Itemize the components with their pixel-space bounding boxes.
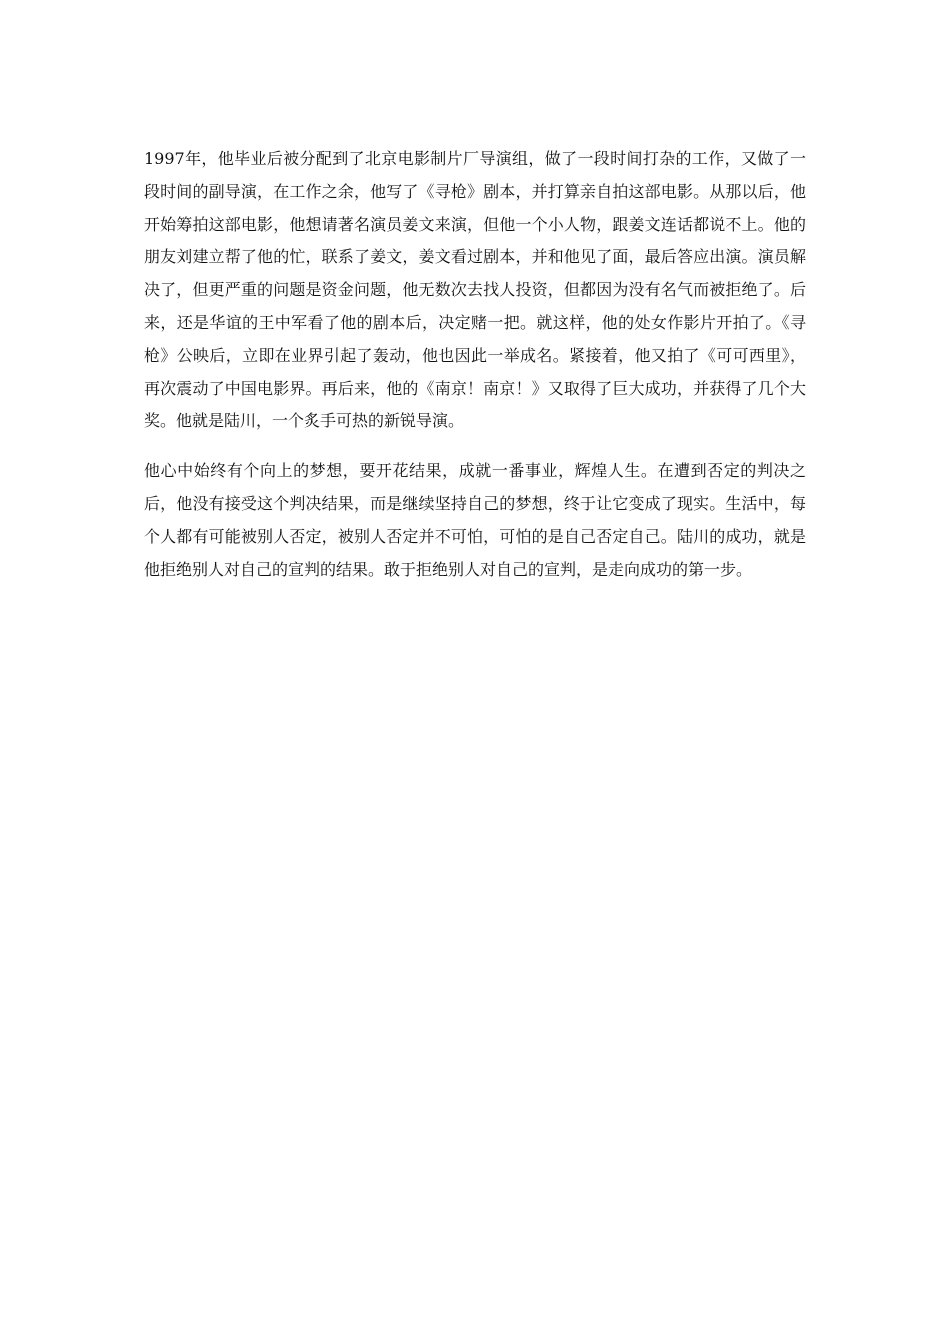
paragraph-1: 1997年，他毕业后被分配到了北京电影制片厂导演组，做了一段时间打杂的工作，又做了一段时间的副导演，在工作之余，他写了《寻枪》剧本，并打算亲自拍这部电影。从那以后，他开始筹拍这部电影，他想请著名演员姜文来演，但他一个小人物，跟姜文连话都说不上。他的朋友刘建立帮了他的忙，联系了姜文，姜文看过剧本，并和他见了面，最后答应出演。演员解决了，但更严重的问题是资金问题，他无数次去找人投资，但都因为没有名气而被拒绝了。后来，还是华谊的王中军看了他的剧本后，决定赌一把。就这样，他的处女作影片开拍了。《寻枪》公映后，立即在业界引起了轰动，他也因此一举成名。紧接着，他又拍了《可可西里》，再次震动了中国电影界。再后来，他的《南京！南京！》又取得了巨大成功，并获得了几个大奖。他就是陆川，一个炙手可热的新锐导演。 — [144, 149, 806, 431]
paragraph-2: 他心中始终有个向上的梦想，要开花结果，成就一番事业，辉煌人生。在遭到否定的判决之后，他没有接受这个判决结果，而是继续坚持自己的梦想，终于让它变成了现实。生活中，每个人都有可能被别人否定，被别人否定并不可怕，可怕的是自己否定自己。陆川的成功，就是他拒绝别人对自己的宣判的结果。敢于拒绝别人对自己的宣判，是走向成功的第一步。 — [144, 461, 806, 579]
document-body — [144, 143, 806, 586]
